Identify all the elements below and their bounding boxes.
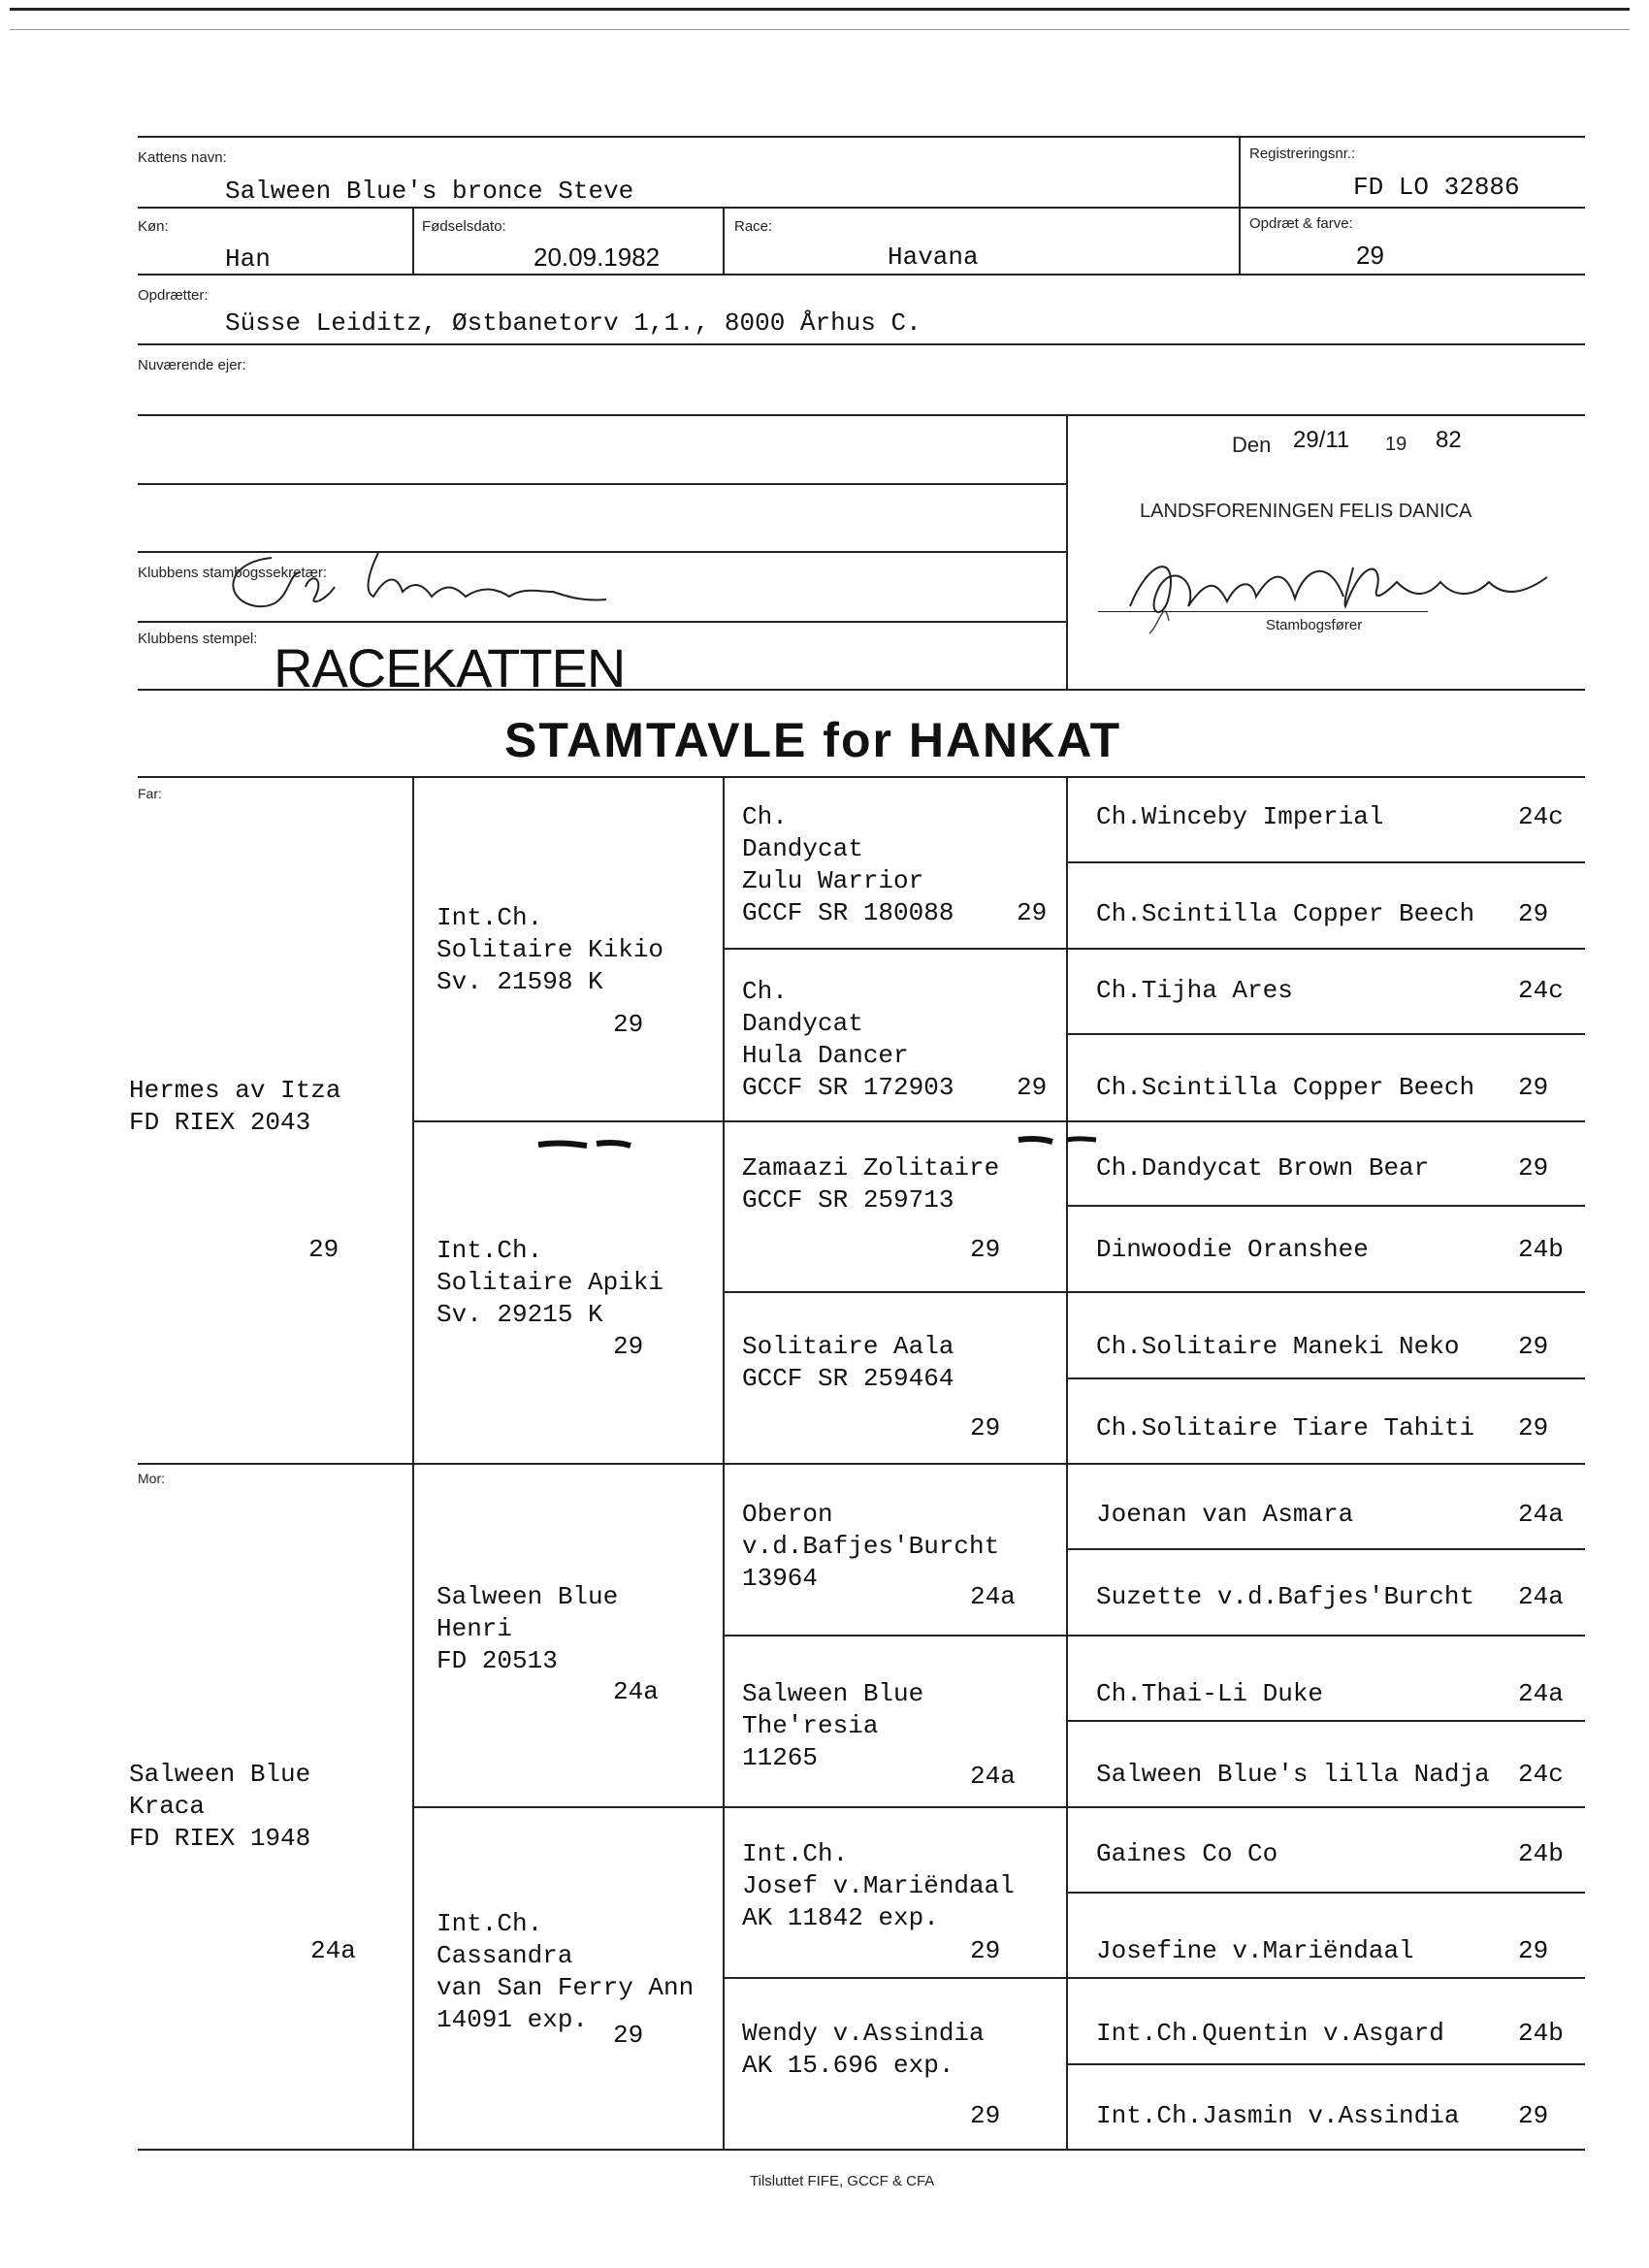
gen4-code: 24a bbox=[1518, 1500, 1564, 1529]
gen4-code: 29 bbox=[1518, 1153, 1549, 1183]
gen4-name: Joenan van Asmara bbox=[1096, 1500, 1354, 1529]
gen2-code: 24a bbox=[613, 1677, 659, 1706]
gen2-name: Int.Ch. Cassandra van San Ferry Ann 14091 exp. bbox=[436, 1909, 695, 2034]
father-code: 29 bbox=[308, 1235, 340, 1264]
dob-label: Fødselsdato: bbox=[422, 218, 506, 235]
gen3-name: Salween Blue The'resia 11265 bbox=[742, 1679, 924, 1772]
gen4-code: 29 bbox=[1518, 1413, 1549, 1442]
club-secretary-signature bbox=[204, 543, 621, 621]
gen2-code: 29 bbox=[613, 2021, 644, 2050]
race-label: Race: bbox=[734, 218, 773, 235]
ink-smudge bbox=[529, 1130, 1111, 1159]
gen3-name: Wendy v.Assindia AK 15.696 exp. bbox=[742, 2019, 985, 2080]
gen3-code: 29 bbox=[970, 1235, 1001, 1264]
gen3-name: Solitaire Aala GCCF SR 259464 bbox=[742, 1332, 954, 1393]
gen4-name: Int.Ch.Quentin v.Asgard bbox=[1096, 2019, 1444, 2048]
race-value: Havana bbox=[888, 243, 979, 272]
dob-value: 20.09.1982 bbox=[534, 243, 661, 272]
gen4-name: Gaines Co Co bbox=[1096, 1839, 1278, 1868]
gen3-code: 24a bbox=[970, 1582, 1016, 1611]
gen4-code: 24c bbox=[1518, 1760, 1564, 1789]
gen4-name: Salween Blue's lilla Nadja bbox=[1096, 1760, 1490, 1789]
gen4-name: Ch.Solitaire Maneki Neko bbox=[1096, 1332, 1460, 1361]
issue-century: 19 bbox=[1385, 434, 1407, 455]
gen4-name: Josefine v.Mariëndaal bbox=[1096, 1936, 1414, 1965]
issue-year: 82 bbox=[1436, 427, 1462, 453]
mor-label: Mor: bbox=[138, 1471, 165, 1486]
association-name: LANDSFORENINGEN FELIS DANICA bbox=[1140, 501, 1472, 522]
gen4-name: Suzette v.d.Bafjes'Burcht bbox=[1096, 1582, 1475, 1611]
cat-name-value: Salween Blue's bronce Steve bbox=[225, 177, 634, 206]
far-label: Far: bbox=[138, 786, 162, 801]
issue-den-label: Den bbox=[1232, 433, 1272, 457]
gen4-code: 24b bbox=[1518, 1839, 1564, 1868]
gen4-code: 24c bbox=[1518, 802, 1564, 831]
sex-value: Han bbox=[225, 244, 271, 274]
owner-label: Nuværende ejer: bbox=[138, 357, 246, 373]
gen4-code: 24b bbox=[1518, 1235, 1564, 1264]
registrar-label: Stambogsfører bbox=[1266, 617, 1363, 633]
footer-affiliation: Tilsluttet FIFE, GCCF & CFA bbox=[750, 2173, 935, 2189]
gen2-code: 29 bbox=[613, 1010, 644, 1039]
gen3-name: Oberon v.d.Bafjes'Burcht 13964 bbox=[742, 1500, 1000, 1593]
color-value: 29 bbox=[1356, 241, 1384, 270]
gen4-code: 24a bbox=[1518, 1679, 1564, 1708]
gen4-name: Ch.Winceby Imperial bbox=[1096, 802, 1384, 831]
gen4-code: 24c bbox=[1518, 976, 1564, 1005]
gen4-name: Ch.Scintilla Copper Beech bbox=[1096, 899, 1475, 928]
breeder-label: Opdrætter: bbox=[138, 287, 209, 304]
gen4-name: Ch.Dandycat Brown Bear bbox=[1096, 1153, 1430, 1183]
gen3-name: Ch. Dandycat Hula Dancer GCCF SR 172903 bbox=[742, 977, 954, 1102]
gen4-name: Ch.Scintilla Copper Beech bbox=[1096, 1073, 1475, 1102]
gen4-code: 24a bbox=[1518, 1582, 1564, 1611]
club-secretary-label: Klubbens stambogssekretær: bbox=[138, 565, 328, 581]
gen3-code: 29 bbox=[970, 2101, 1001, 2130]
gen4-name: Ch.Thai-Li Duke bbox=[1096, 1679, 1324, 1708]
cat-name-label: Kattens navn: bbox=[138, 149, 227, 166]
document-title: STAMTAVLE for HANKAT bbox=[504, 713, 1122, 767]
gen2-name: Int.Ch. Solitaire Apiki Sv. 29215 K bbox=[436, 1236, 664, 1329]
mother-name: Salween Blue Kraca FD RIEX 1948 bbox=[129, 1760, 311, 1853]
issue-date: 29/11 bbox=[1293, 427, 1350, 453]
gen3-code: 29 bbox=[1017, 898, 1048, 927]
gen3-name: Zamaazi Zolitaire GCCF SR 259713 bbox=[742, 1153, 1000, 1215]
gen4-code: 29 bbox=[1518, 2101, 1549, 2130]
color-label: Opdræt & farve: bbox=[1249, 215, 1353, 232]
gen4-name: Int.Ch.Jasmin v.Assindia bbox=[1096, 2101, 1460, 2130]
gen4-code: 29 bbox=[1518, 1073, 1549, 1102]
registration-value: FD LO 32886 bbox=[1353, 173, 1520, 202]
gen3-code: 29 bbox=[970, 1936, 1001, 1965]
gen4-code: 24b bbox=[1518, 2019, 1564, 2048]
gen4-name: Ch.Tijha Ares bbox=[1096, 976, 1293, 1005]
gen2-name: Int.Ch. Solitaire Kikio Sv. 21598 K bbox=[436, 903, 664, 996]
gen4-code: 29 bbox=[1518, 1332, 1549, 1361]
gen2-code: 29 bbox=[613, 1332, 644, 1361]
gen2-name: Salween Blue Henri FD 20513 bbox=[436, 1582, 619, 1675]
breeder-value: Süsse Leiditz, Østbanetorv 1,1., 8000 Århus C. bbox=[225, 308, 922, 338]
gen3-name: Ch. Dandycat Zulu Warrior GCCF SR 180088 bbox=[742, 802, 954, 927]
gen4-code: 29 bbox=[1518, 899, 1549, 928]
gen3-name: Int.Ch. Josef v.Mariëndaal AK 11842 exp. bbox=[742, 1839, 1015, 1932]
gen4-name: Dinwoodie Oranshee bbox=[1096, 1235, 1369, 1264]
registrar-signature-line bbox=[1098, 611, 1428, 612]
father-name: Hermes av Itza FD RIEX 2043 bbox=[129, 1076, 341, 1137]
gen4-name: Ch.Solitaire Tiare Tahiti bbox=[1096, 1413, 1475, 1442]
gen3-code: 29 bbox=[1017, 1073, 1048, 1102]
gen3-code: 24a bbox=[970, 1762, 1016, 1791]
registration-label: Registreringsnr.: bbox=[1249, 146, 1356, 162]
sex-label: Køn: bbox=[138, 218, 169, 235]
scan-edge-line bbox=[10, 8, 1630, 11]
mother-code: 24a bbox=[310, 1936, 356, 1965]
scan-edge-line bbox=[10, 29, 1630, 30]
club-stamp: RACEKATTEN bbox=[274, 637, 626, 698]
club-stamp-label: Klubbens stempel: bbox=[138, 631, 258, 647]
gen4-code: 29 bbox=[1518, 1936, 1549, 1965]
gen3-code: 29 bbox=[970, 1413, 1001, 1442]
